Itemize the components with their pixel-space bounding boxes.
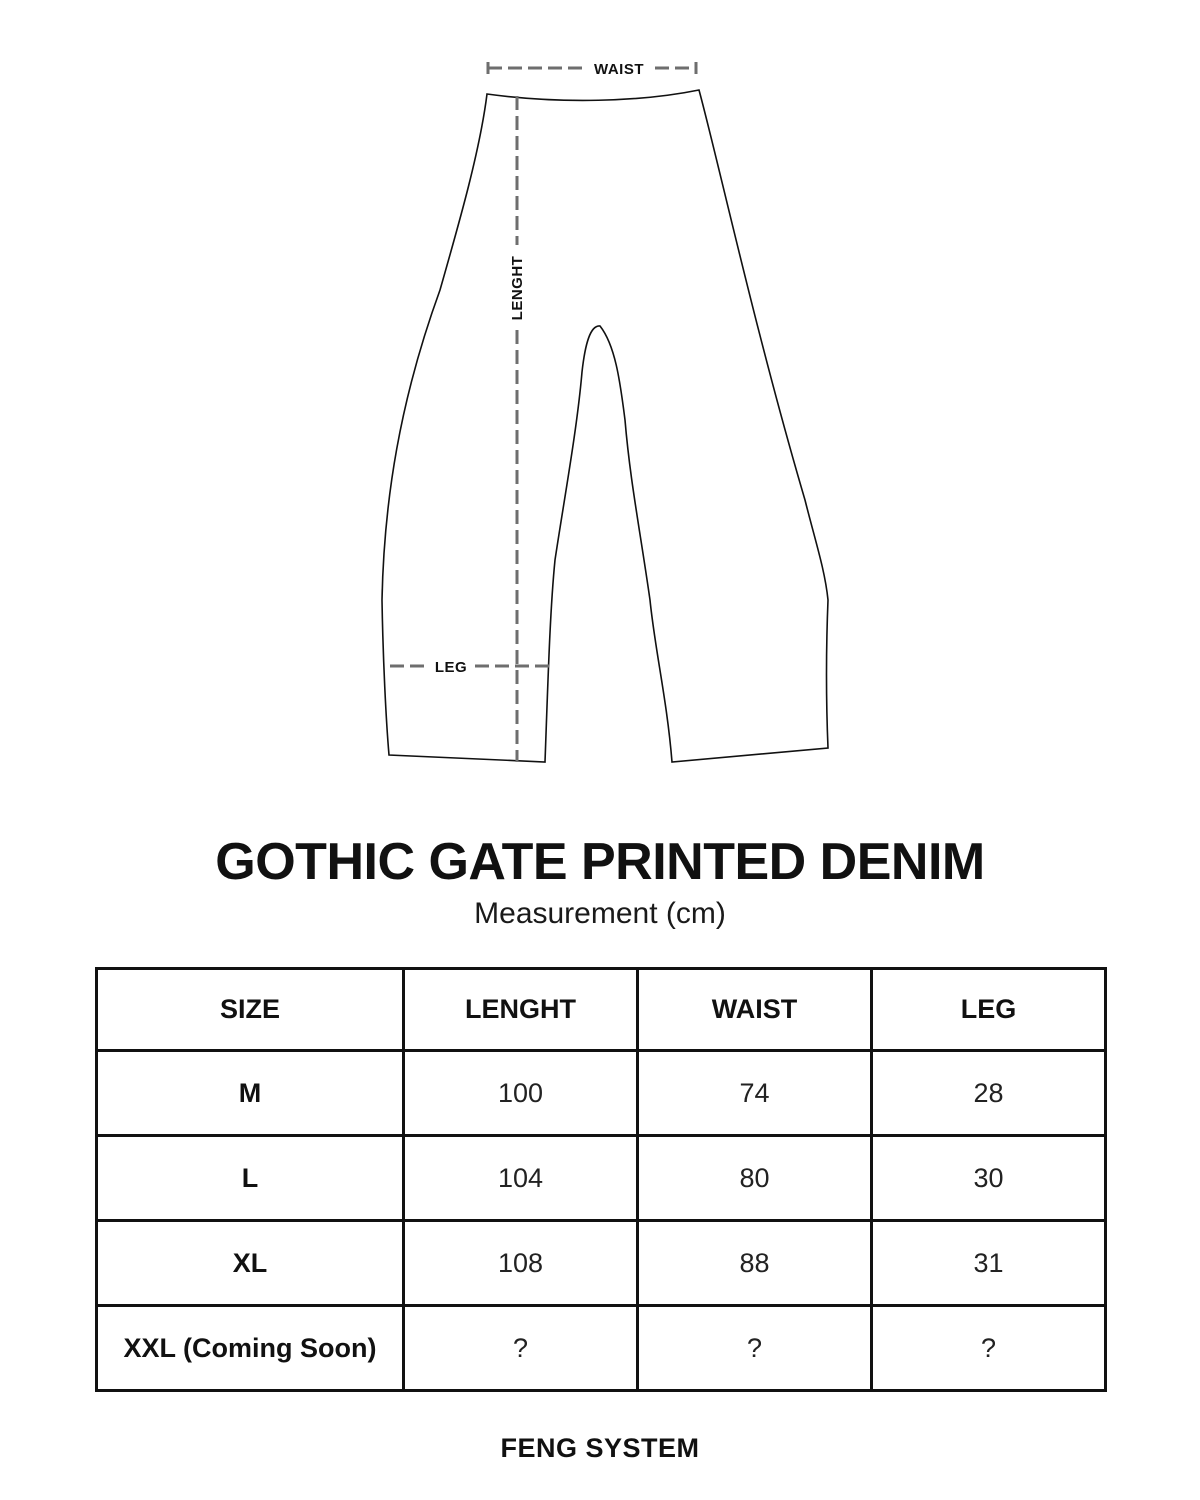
length-cell: 104 — [404, 1136, 638, 1221]
size-cell: XL — [97, 1221, 404, 1306]
waist-cell: 80 — [638, 1136, 872, 1221]
header-size: SIZE — [97, 969, 404, 1051]
leg-dimension — [390, 659, 549, 676]
waist-cell: 74 — [638, 1051, 872, 1136]
product-title: GOTHIC GATE PRINTED DENIM — [215, 833, 985, 891]
length-cell: 100 — [404, 1051, 638, 1136]
header-waist: WAIST — [638, 969, 872, 1051]
waist-cell: ? — [638, 1306, 872, 1391]
length-dimension — [509, 96, 526, 762]
waist-dimension — [488, 61, 696, 78]
measurement-unit-subtitle: Measurement (cm) — [474, 897, 726, 930]
table-header-row — [97, 969, 1106, 1051]
table-row — [97, 1306, 1106, 1391]
length-cell: 108 — [404, 1221, 638, 1306]
table-row — [97, 1221, 1106, 1306]
leg-cell: ? — [872, 1306, 1106, 1391]
table-row — [97, 1136, 1106, 1221]
table-row — [97, 1051, 1106, 1136]
header-leg: LEG — [872, 969, 1106, 1051]
leg-cell: 30 — [872, 1136, 1106, 1221]
length-cell: ? — [404, 1306, 638, 1391]
length-label: LENGHT — [509, 255, 526, 321]
leg-cell: 28 — [872, 1051, 1106, 1136]
size-chart-table — [95, 967, 1107, 1392]
leg-label: LEG — [434, 659, 468, 676]
waist-cell: 88 — [638, 1221, 872, 1306]
header-length: LENGHT — [404, 969, 638, 1051]
brand-wordmark: FENG SYSTEM — [500, 1433, 700, 1463]
size-cell: M — [97, 1051, 404, 1136]
waist-label: WAIST — [594, 61, 644, 78]
size-cell: XXL (Coming Soon) — [97, 1306, 404, 1391]
leg-cell: 31 — [872, 1221, 1106, 1306]
size-cell: L — [97, 1136, 404, 1221]
